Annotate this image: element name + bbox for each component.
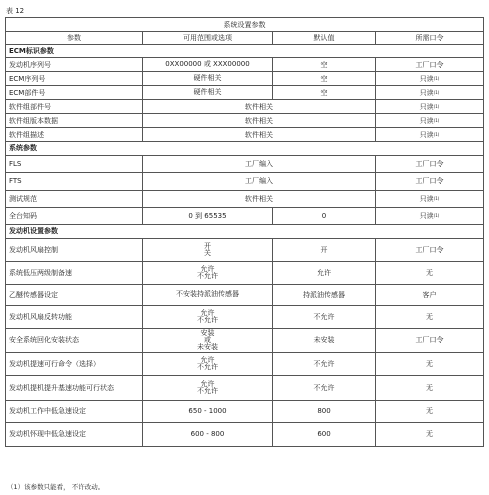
password-value: 无 [426,312,433,321]
table-row [6,400,484,422]
range-option: 650 - 1000 [188,406,227,415]
default-cell: 空 [273,58,376,72]
password-cell [376,261,484,284]
param-cell: ECM部件号 [6,86,143,100]
range-option: 不允许 [197,386,218,395]
password-cell [376,328,484,352]
column-header: 可用范围或选项 [143,32,273,45]
password-cell [376,128,484,142]
default-cell: 不允许 [273,375,376,400]
param-cell: 软件组版本数据 [6,114,143,128]
table-row [6,305,484,328]
password-cell [376,422,484,446]
default-cell: 空 [273,86,376,100]
system-settings-table [5,17,484,447]
range-cell: 软件相关 [143,100,376,114]
password-cell [376,100,484,114]
password-value: 工厂口令 [415,159,444,168]
password-value: 无 [426,268,433,277]
password-value: 只读 [419,88,434,97]
table-title: 系统设置参数 [6,18,484,32]
password-cell [376,284,484,305]
param-cell: 软件组部件号 [6,100,143,114]
param-cell: 发动机风扇反转功能 [6,305,143,328]
default-cell: 800 [273,400,376,422]
table-row [6,58,484,72]
range-cell [143,375,273,400]
range-cell [143,328,273,352]
range-option: 0 到 65535 [188,211,227,220]
param-cell: 发动机提速可行命令（选择） [6,352,143,375]
password-cell [376,86,484,100]
param-cell: FLS [6,155,143,173]
range-option: 不允许 [197,362,218,371]
table-row [6,173,484,191]
default-cell: 不允许 [273,352,376,375]
default-cell: 开 [273,238,376,261]
table-row [6,114,484,128]
default-cell: 600 [273,422,376,446]
column-header: 默认值 [273,32,376,45]
section-title: 系统参数 [6,142,484,156]
range-option: 0XX00000 或 XXX00000 [165,60,250,68]
range-cell [143,208,273,225]
table-row [6,422,484,446]
table-row [6,284,484,305]
table-row [6,328,484,352]
table-row [6,155,484,173]
range-option: 开 [204,241,211,250]
range-option: 允许 [200,355,215,364]
table-caption: 表 12 [6,7,25,15]
range-cell: 软件相关 [143,128,376,142]
param-cell: ECM序列号 [6,72,143,86]
range-option: 允许 [200,264,215,273]
password-cell [376,58,484,72]
password-value: 无 [426,383,433,392]
header-row [6,32,484,45]
default-cell: 0 [273,208,376,225]
footnote-marker: (1) [433,195,440,201]
table-row [6,352,484,375]
table-title-row [6,18,484,32]
footnote-marker: (1) [433,75,440,81]
range-cell [143,305,273,328]
param-cell: 发动机工作中低急速设定 [6,400,143,422]
range-option: 硬件相关 [193,88,222,96]
password-value: 只读 [419,74,434,83]
footnote-marker: (1) [433,117,440,123]
range-option: 不允许 [197,315,218,324]
password-cell [376,173,484,191]
password-value: 工厂口令 [415,245,444,254]
param-cell: 全台知码 [6,208,143,225]
param-cell: 发动机怀现中低急速设定 [6,422,143,446]
range-cell [143,284,273,305]
range-cell: 软件相关 [143,114,376,128]
section-title: 发动机设置参数 [6,225,484,239]
range-cell: 工厂编入 [143,155,376,173]
range-cell: 工厂编入 [143,173,376,191]
range-cell [143,238,273,261]
range-cell: 软件相关 [143,190,376,208]
param-cell: 测试规范 [6,190,143,208]
password-cell [376,72,484,86]
param-cell: 发动机提机提升基速功能可行状态 [6,375,143,400]
param-cell: 发动机序列号 [6,58,143,72]
password-value: 只读 [419,194,434,203]
footnote-marker: (1) [433,131,440,137]
range-option: 未安装 [197,342,218,351]
range-option: 关 [204,248,211,257]
table-row [6,261,484,284]
param-cell: 发动机风扇控制 [6,238,143,261]
password-cell [376,305,484,328]
password-value: 工厂口令 [415,177,444,186]
section-row [6,225,484,239]
password-value: 工厂口令 [415,336,444,344]
section-title: ECM标识参数 [6,45,484,58]
range-option: 不安装持派油传感器 [176,290,239,298]
table-row [6,72,484,86]
footnote-marker: (1) [433,103,440,109]
password-value: 只读 [419,102,434,111]
section-row [6,45,484,58]
range-cell [143,352,273,375]
footnote-marker: (1) [433,89,440,95]
range-option: 安装 [200,328,215,337]
password-value: 工厂口令 [415,60,444,69]
range-option: 硬件相关 [193,74,222,82]
column-header: 参数 [6,32,143,45]
range-cell [143,422,273,446]
range-option: 不允许 [197,271,218,280]
password-cell [376,238,484,261]
section-row [6,142,484,156]
footnote: （1）该参数只能看， 不许改动。 [7,483,105,491]
table-row [6,375,484,400]
password-value: 客户 [422,290,437,299]
range-cell [143,86,273,100]
range-cell [143,261,273,284]
range-option: 600 - 800 [190,429,225,438]
range-cell [143,400,273,422]
range-option: 或 [204,335,211,344]
table-row [6,86,484,100]
table-row [6,100,484,114]
param-cell: 软件组描述 [6,128,143,142]
range-option: 允许 [200,379,215,388]
default-cell: 允许 [273,261,376,284]
default-cell: 未安装 [273,328,376,352]
password-value: 无 [426,407,433,415]
param-cell: 安全系统回化安装状态 [6,328,143,352]
password-value: 无 [426,359,433,368]
password-cell [376,400,484,422]
password-cell [376,352,484,375]
password-value: 无 [426,430,433,438]
param-cell: FTS [6,173,143,191]
range-option: 允许 [200,308,215,317]
password-value: 只读 [419,212,434,220]
column-header: 所需口令 [376,32,484,45]
range-cell [143,58,273,72]
password-value: 只读 [419,130,434,139]
table-row [6,238,484,261]
param-cell: 系统低压两级制备速 [6,261,143,284]
default-cell: 持派油传感器 [273,284,376,305]
param-cell: 乙醚传感器设定 [6,284,143,305]
password-cell [376,375,484,400]
default-cell: 不允许 [273,305,376,328]
password-value: 只读 [419,116,434,125]
footnote-marker: (1) [433,213,440,218]
table-row [6,128,484,142]
default-cell: 空 [273,72,376,86]
table-row [6,190,484,208]
password-cell [376,155,484,173]
table-row [6,208,484,225]
password-cell [376,208,484,225]
range-cell [143,72,273,86]
password-cell [376,114,484,128]
password-cell [376,190,484,208]
